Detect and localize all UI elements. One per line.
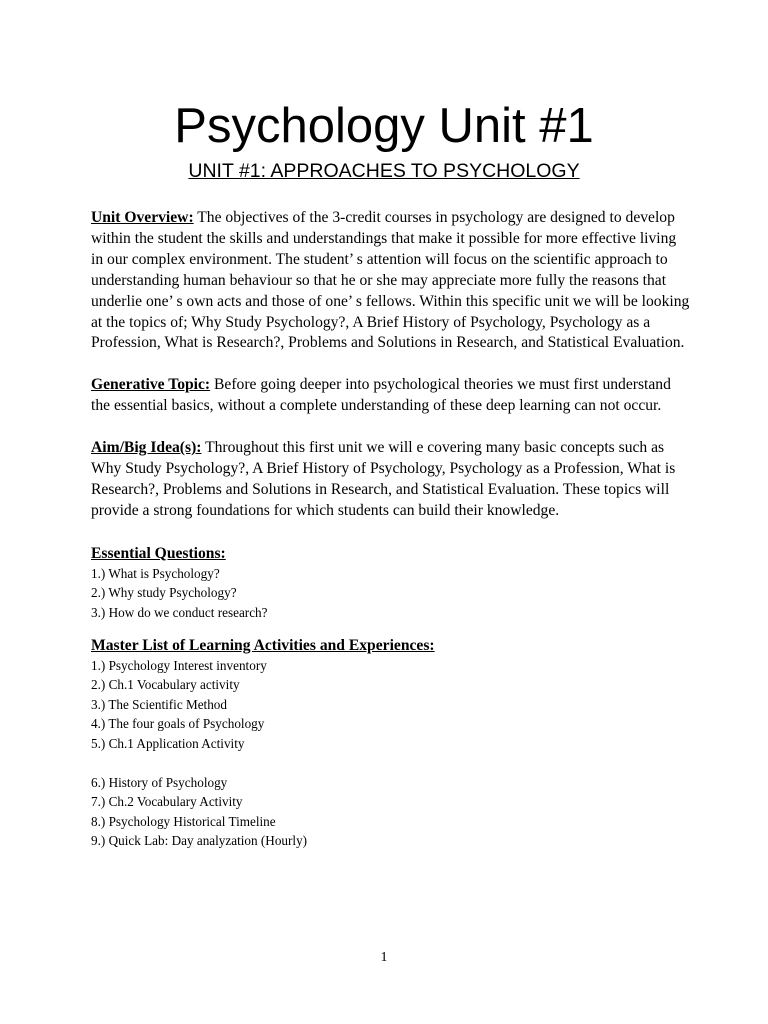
generative-topic-label: Generative Topic: <box>91 376 211 394</box>
list-item: 3.) How do we conduct research? <box>91 604 268 620</box>
page-number: 1 <box>380 950 388 965</box>
unit-subtitle: UNIT #1: APPROACHES TO PSYCHOLOGY <box>188 160 580 182</box>
list-item: 2.) Why study Psychology? <box>91 585 237 601</box>
activities-list-group-2 <box>91 773 691 851</box>
list-item: 9.) Quick Lab: Day analyzation (Hourly) <box>91 833 308 849</box>
list-item: 2.) Ch.1 Vocabulary activity <box>91 677 240 693</box>
list-item: 6.) History of Psychology <box>91 774 228 790</box>
list-item: 5.) Ch.1 Application Activity <box>91 735 245 751</box>
list-item: 3.) The Scientific Method <box>91 696 227 712</box>
activities-list-group-1 <box>91 656 691 754</box>
list-item: 1.) Psychology Interest inventory <box>91 657 267 673</box>
unit-overview-text: The objectives of the 3-credit courses in psychology are designed to develop within the student the skills and understandings that make it possible for more effective living in our complex environment. The student’ s attention will focus on the scientific approach to understanding human behaviour so that he or she may appreciate more fully the reasons that underlie one’ s own acts and those of one’ s fellows. Within this specific unit we will be looking at the topics of; Why Study Psychology?, A Brief History of Psychology, Psychology as a Profession, What is Research?, Problems and Solutions in Research, and Statistical Evaluation. <box>91 209 690 352</box>
list-item: 7.) Ch.2 Vocabulary Activity <box>91 794 243 810</box>
generative-topic-paragraph <box>91 375 691 417</box>
list-item: 8.) Psychology Historical Timeline <box>91 813 276 829</box>
master-list-heading: Master List of Learning Activities and Experiences: <box>91 636 435 654</box>
page-title: Psychology Unit #1 <box>174 99 594 153</box>
list-item: 1.) What is Psychology? <box>91 565 220 581</box>
unit-overview-paragraph <box>91 208 691 354</box>
unit-overview-label: Unit Overview: <box>91 209 194 226</box>
aim-paragraph <box>91 438 691 522</box>
essential-questions-heading: Essential Questions: <box>91 544 226 562</box>
aim-label: Aim/Big Idea(s): <box>91 439 202 457</box>
essential-questions-list <box>91 564 691 623</box>
aim-text: Throughout this first unit we will e covering many basic concepts such as Why Study Psychology?, A Brief History of Psychology, Psychology as a Profession, What is Research?, Problems and Solutions in Research, and Statistical Evaluation. These topics will provide a strong foundations for which students can build their knowledge. <box>91 439 676 519</box>
generative-topic-text: Before going deeper into psychological theories we must first understand the essential basics, without a complete understanding of these deep learning can not occur. <box>91 376 671 415</box>
list-item: 4.) The four goals of Psychology <box>91 716 265 732</box>
document-body <box>91 208 691 851</box>
